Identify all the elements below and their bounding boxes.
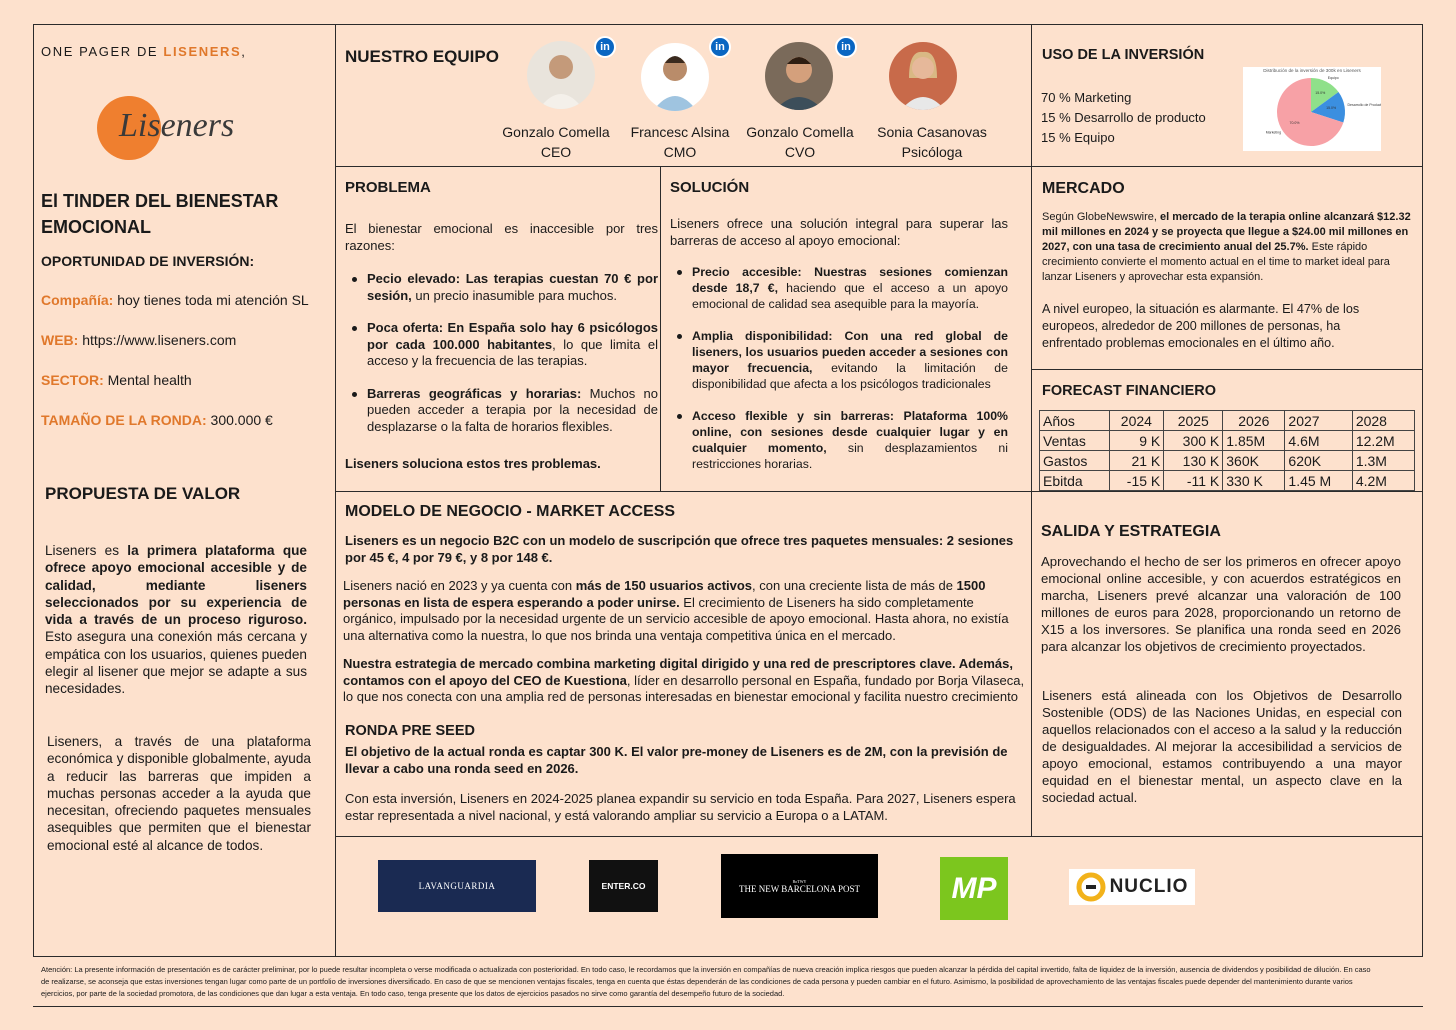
solution-item: Amplia disponibilidad: Con una red global de liseners, los usuarios pueden acceder a sesiones con mayor frecuencia, evitando la limitación de disponibilidad que afecta a los psicólogos tradicionales xyxy=(670,328,1008,392)
avatar-francesc-cmo xyxy=(641,43,709,111)
lavanguardia-logo[interactable]: LAVANGUARDIA xyxy=(378,860,536,912)
nuclio-logo[interactable]: NUCLIO xyxy=(1069,869,1195,905)
investment-pie-chart xyxy=(1243,67,1381,151)
business-p1: Liseners es un negocio B2C con un modelo de suscripción que ofrece tres paquetes mensuales: 2 sesiones por 45 €, 4 por 79 €, y 8 por 148 €. xyxy=(345,533,1014,565)
team-member-4: Sonia Casanovas Psicóloga xyxy=(877,124,987,160)
disclaimer: Atención: La presente información de presentación es de carácter preliminar, por lo puede resultar incompleta o verse modificada o actualizada con posterioridad. En todo caso, le recordamos que la inversión en compañías de nueva creación implica riesgos que pueden alcanzar la pérdida del capital invertido, falta de liquidez de la inversión, ausencia de dividendos y posibilidad de dilución. En caso de realizarse, se aconseja que estas inversiones tengan lugar como parte de un portfolio de inversiones diversificado. En caso de que se mencionen ventajas fiscales, tenga en cuenta que éstas dependerán de las condiciones de cada persona y pueden cambiar en el futuro. Asimismo, la posibilidad de aprovechamiento de las ventajas fiscales puede depender del mantenimiento durante varios ejercicios, por parte de la sociedad promotora, de las condiciones que dan lugar a esta ventaja. En todo caso, tenga presente que los datos de ejercicios pasados no sirve como garantía del desempeño futuro de la sociedad. xyxy=(41,965,1371,998)
forecast-title: FORECAST FINANCIERO xyxy=(1042,383,1216,399)
problem-item: Pecio elevado: Las terapias cuestan 70 € por sesión, un precio inasumible para muchos. xyxy=(345,271,658,304)
divider-market xyxy=(1031,369,1423,370)
round-p2: Con esta inversión, Liseners en 2024-2025 planea expandir su servicio en toda España. Para 2027, Liseners espera estar representada a nivel nacional, y está valorando ampliar su servicio a Europa o a LATAM. xyxy=(345,791,1016,823)
linkedin-icon[interactable]: in xyxy=(709,36,731,58)
linkedin-icon[interactable]: in xyxy=(594,36,616,58)
pie-data-label: 15.0% xyxy=(1315,90,1326,95)
sector-field: SECTOR: Mental health xyxy=(41,372,192,388)
team-member-1: Gonzalo Comella CEO xyxy=(502,124,610,160)
pie-data-label: 15.0% xyxy=(1326,105,1337,110)
left-title: El TINDER DEL BIENESTAR EMOCIONAL xyxy=(41,191,279,237)
border-right xyxy=(1422,24,1423,956)
value-proposition-p2: Liseners, a través de una plataforma económica y disponible globalmente, ayuda a reducir las barreras que impiden a muchas personas acceder a la ayuda que necesitan, ofreciendo paquetes mensuales asequibles que permiten que el bienestar emocional esté al alcance de todos. xyxy=(47,734,311,853)
avatar-gonzalo-cvo xyxy=(765,42,833,110)
problem-closing: Liseners soluciona estos tres problemas. xyxy=(345,456,601,471)
problem-title: PROBLEMA xyxy=(345,179,431,196)
enterco-logo[interactable]: ENTER.CO xyxy=(589,860,658,912)
forecast-row-gastos: Gastos 21 K 130 K 360K 620K 1.3M xyxy=(1040,451,1415,471)
linkedin-icon[interactable]: in xyxy=(835,36,857,58)
problem-item: Barreras geográficas y horarias: Muchos no pueden acceder a terapia por la necesidad de desplazarse o la falta de horarios flexibles. xyxy=(345,386,658,436)
problem-list xyxy=(345,271,658,451)
pie-data-label: 70.0% xyxy=(1289,120,1300,125)
new-barcelona-post-logo[interactable]: BoTWY THE NEW BARCELONA POST xyxy=(721,854,878,918)
business-p2: Liseners nació en 2023 y ya cuenta con más de 150 usuarios activos, con una creciente lista de más de 1500 personas en lista de espera esperando a poder unirse. El crecimiento de Liseners ha sido completamente orgánico, impulsado por la necesidad urgente de un servicio accesible de apoyo emocional. Hasta ahora, no existía una alternativa como la nuestra, lo que nos brinda una ventaja competitiva única en el mercado. xyxy=(343,578,1009,643)
pie-category-label: Desarrollo de Producto xyxy=(1347,103,1381,108)
market-title: MERCADO xyxy=(1042,180,1125,197)
team-member-2: Francesc Alsina CMO xyxy=(630,124,730,160)
solution-title: SOLUCIÓN xyxy=(670,179,750,196)
investment-use-title: USO DE LA INVERSIÓN xyxy=(1042,47,1205,63)
logo-wordmark: Liseners xyxy=(119,107,235,144)
solution-intro: Liseners ofrece una solución integral para superar las barreras de acceso al apoyo emocional: xyxy=(670,216,1008,248)
team-title: NUESTRO EQUIPO xyxy=(345,47,499,66)
company-field: Compañía: hoy tienes toda mi atención SL xyxy=(41,292,309,308)
market-p2: A nivel europeo, la situación es alarmante. El 47% de los europeos, alrededor de 200 millones de personas, ha enfrentado problemas emocionales en el último año. xyxy=(1042,302,1360,350)
divider-problem-solution xyxy=(660,167,661,491)
exit-p1: Aprovechando el hecho de ser los primeros en ofrecer apoyo emocional online accesible, y con acuerdos estratégicos en marcha, Liseners prevé alcanzar una valoración de 100 millones de euros para 2028, proporcionando un retorno de X15 a los inversores. Se planifica una ronda seed en 2026 para alcanzar los objetivos de crecimiento proyectados. xyxy=(1041,554,1401,654)
forecast-row-ebitda: Ebitda -15 K -11 K 330 K 1.45 M 4.2M xyxy=(1040,471,1415,491)
one-pager-heading: ONE PAGER DE LISENERS, xyxy=(41,44,247,59)
divider-team xyxy=(335,166,1423,167)
border-left xyxy=(33,24,34,956)
problem-intro: El bienestar emocional es inaccesible por tres razones: xyxy=(345,221,658,253)
avatar-sonia-psicologa xyxy=(889,42,957,110)
solution-item: Acceso flexible y sin barreras: Plataforma 100% online, con sesiones desde cualquier lugar y en cualquier momento, sin desplazamientos ni restricciones horarias. xyxy=(670,408,1008,472)
investment-item: 70 % Marketing xyxy=(1041,90,1132,105)
problem-item: Poca oferta: En España solo hay 6 psicólogos por cada 100.000 habitantes, lo que limita el acceso y la frecuencia de las terapias. xyxy=(345,320,658,370)
forecast-header-row: Años 2024 2025 2026 2027 2028 xyxy=(1040,411,1415,431)
round-title: RONDA PRE SEED xyxy=(345,723,475,739)
investment-item: 15 % Desarrollo de producto xyxy=(1041,110,1206,125)
pie-category-label: Equipo xyxy=(1327,76,1339,81)
solution-item: Precio accesible: Nuestras sesiones comienzan desde 18,7 €, haciendo que el acceso a un apoyo emocional de calidad sea asequible para la mayoría. xyxy=(670,264,1008,312)
border-bottom xyxy=(33,1006,1423,1007)
investment-item: 15 % Equipo xyxy=(1041,130,1115,145)
value-proposition-p1: Liseners es la primera plataforma que ofrece apoyo emocional accesible y de calidad, mediante liseners seleccionados por su experiencia de vida a través de un proceso riguroso. Esto asegura una conexión más cercana y empática con los usuarios, quienes pueden elegir al lisener que mejor se adapte a sus necesidades. xyxy=(45,543,307,697)
investment-opportunity-heading: OPORTUNIDAD DE INVERSIÓN: xyxy=(41,253,255,269)
divider-disclaimer xyxy=(33,956,1423,957)
chart-title: Distribución de la inversión de 300k en Liseners xyxy=(1263,68,1361,73)
pie-category-label: Marketing xyxy=(1265,130,1282,135)
divider-right-col xyxy=(1031,24,1032,836)
business-model-title: MODELO DE NEGOCIO - MARKET ACCESS xyxy=(345,503,676,520)
round-size-field: TAMAÑO DE LA RONDA: 300.000 € xyxy=(41,412,273,428)
mp-logo[interactable]: MP xyxy=(940,857,1008,920)
round-p1: El objetivo de la actual ronda es captar 300 K. El valor pre-money de Liseners es de 2M, con la previsión de llevar a cabo una ronda seed en 2026. xyxy=(345,744,1008,776)
forecast-row-ventas: Ventas 9 K 300 K 1.85M 4.6M 12.2M xyxy=(1040,431,1415,451)
exit-p2: Liseners está alineada con los Objetivos de Desarrollo Sostenible (ODS) de las Naciones Unidas, en especial con aquellos relacionados con el acceso a la salud y la reducción de desigualdades. Al mejorar la accesibilidad a servicios de apoyo emocional, estamos contribuyendo a una mayor equidad en el bienestar mental, un aspecto clave en la sociedad actual. xyxy=(1042,688,1402,805)
solution-list xyxy=(670,264,1008,488)
market-p1: Según GlobeNewswire, el mercado de la terapia online alcanzará $12.32 mil millones en 2024 y se proyecta que llegue a $24.00 mil millones en 2027, con una tasa de crecimiento anual del 25.7%. Este rápido crecimiento convierte el momento actual en el time to market ideal para lanzar Liseners y aprovechar esta expansión. xyxy=(1042,211,1411,283)
value-proposition-title: PROPUESTA DE VALOR xyxy=(45,484,241,503)
business-p3: Nuestra estrategia de mercado combina marketing digital dirigido y una red de prescriptores clave. Además, contamos con el apoyo del CEO de Kuestiona, líder en desarrollo personal en España, fundado por Borja Vilaseca, lo que nos conecta con una amplia red de personas interesadas en bienestar emocional y facilita nuestro crecimiento xyxy=(343,656,1025,704)
avatar-gonzalo-ceo xyxy=(527,41,595,109)
divider-business xyxy=(335,491,1423,492)
team-member-3: Gonzalo Comella CVO xyxy=(746,124,854,160)
divider-press xyxy=(335,836,1423,837)
web-field: WEB: https://www.liseners.com xyxy=(41,332,237,348)
forecast-table xyxy=(1039,410,1415,491)
nuclio-icon xyxy=(1076,872,1106,902)
border-top xyxy=(33,24,1423,25)
investment-use-list xyxy=(1041,88,1206,148)
divider-left-col xyxy=(335,24,336,956)
exit-title: SALIDA Y ESTRATEGIA xyxy=(1041,523,1221,540)
company-info xyxy=(41,292,331,452)
